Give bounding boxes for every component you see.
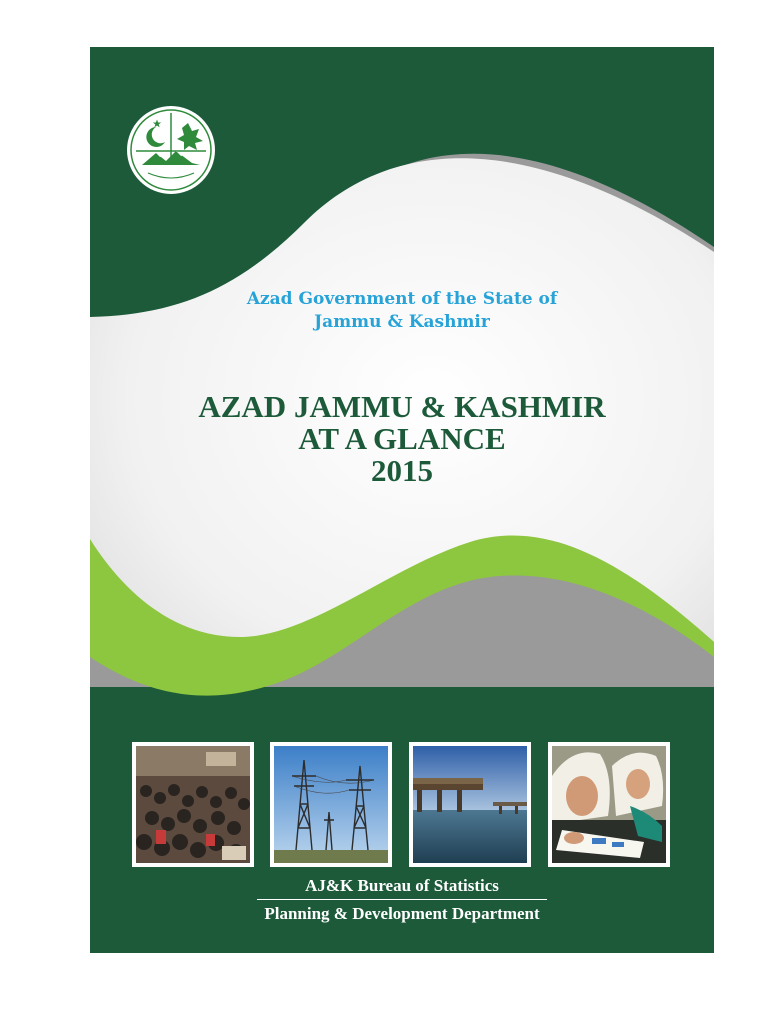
department-name: Planning & Development Department <box>264 904 540 923</box>
report-cover <box>90 47 714 953</box>
bureau-name: AJ&K Bureau of Statistics <box>305 876 499 895</box>
emblem-icon <box>126 105 216 195</box>
students-reading-photo <box>548 742 670 867</box>
report-title-line1: AZAD JAMMU & KASHMIR <box>198 389 606 424</box>
crowd-photo <box>132 742 254 867</box>
bridge-over-water-photo <box>409 742 531 867</box>
report-title-line2: AT A GLANCE <box>298 421 506 456</box>
government-name-line1: Azad Government of the State of <box>246 289 558 309</box>
footer-divider <box>257 899 547 900</box>
government-name-line2: Jammu & Kashmir <box>314 312 490 332</box>
report-year: 2015 <box>371 453 433 488</box>
power-pylons-photo <box>270 742 392 867</box>
